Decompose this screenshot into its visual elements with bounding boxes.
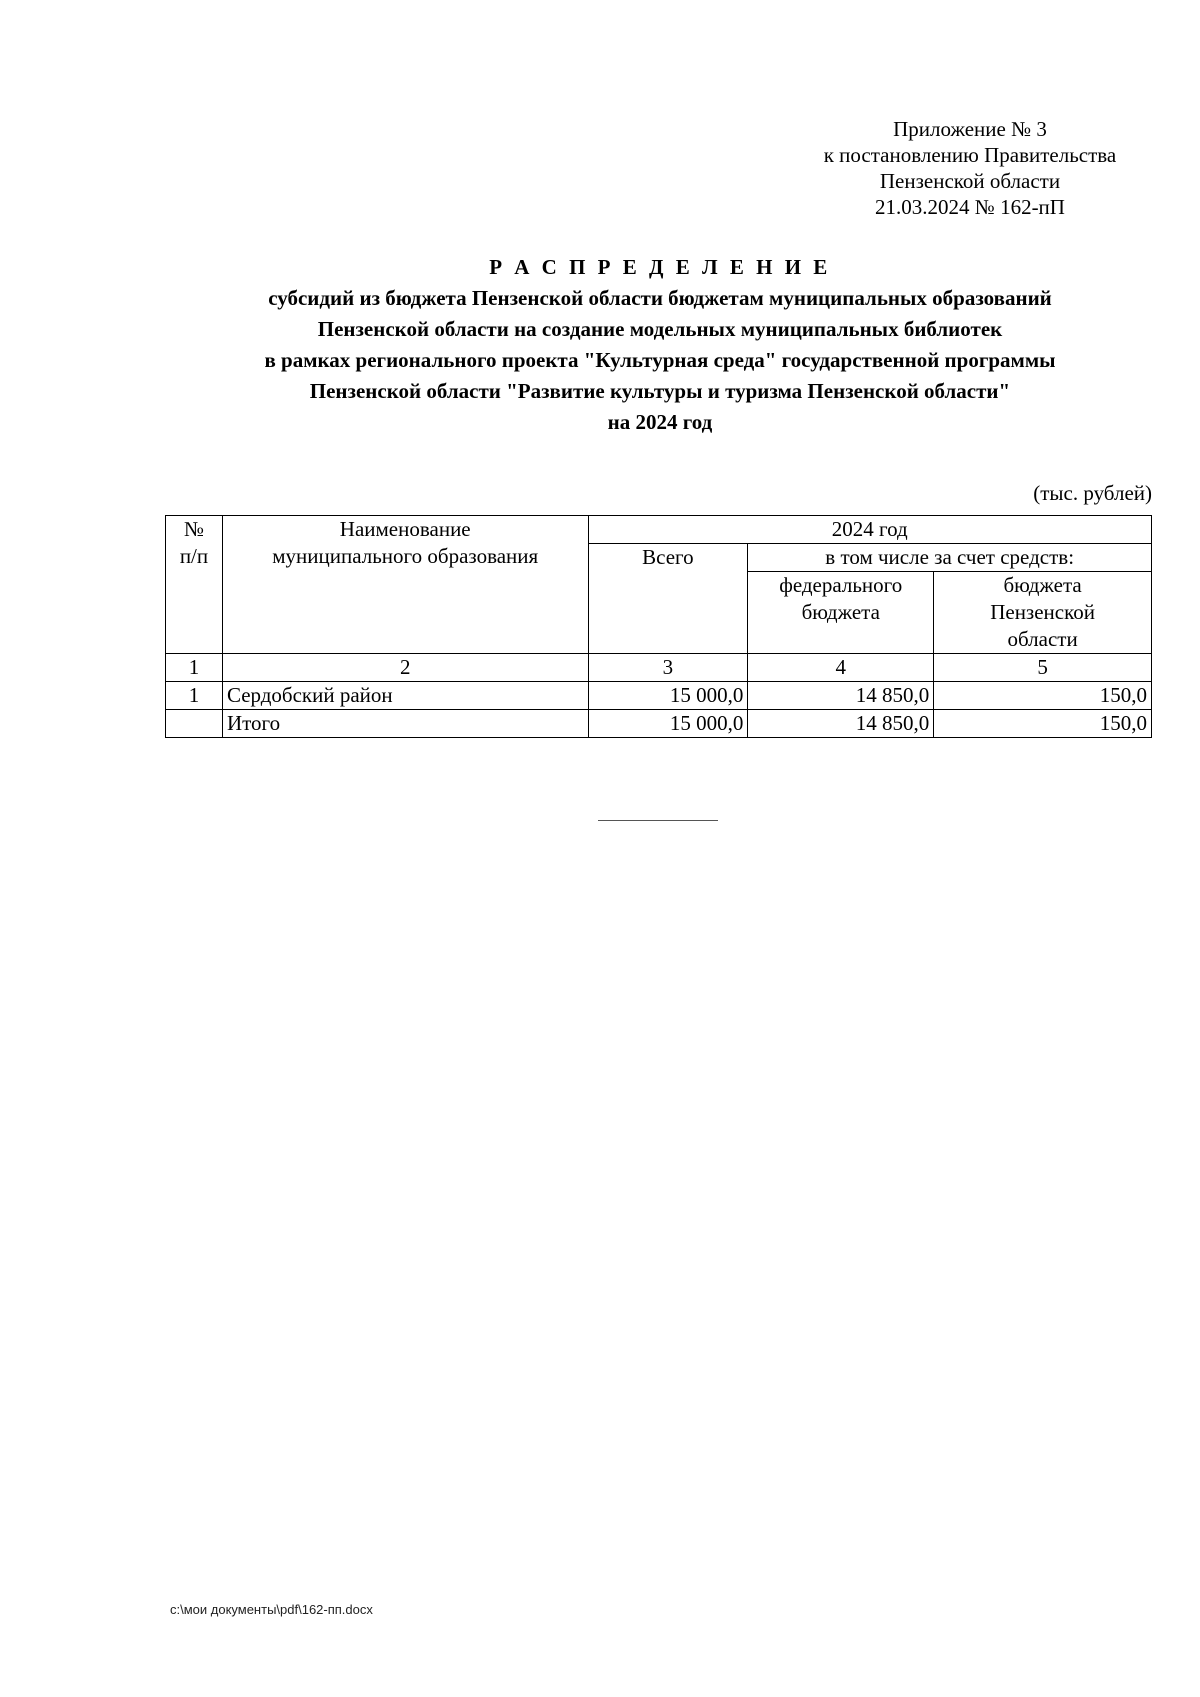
appendix-line: 21.03.2024 № 162-пП: [875, 195, 1065, 219]
header-regional-line: области: [1007, 627, 1078, 651]
appendix-line: Пензенской области: [879, 169, 1061, 193]
table-row-total: [166, 710, 1152, 738]
row-name: Сердобский район: [222, 682, 588, 710]
title-line: Пензенской области "Развитие культуры и туризма Пензенской области": [309, 379, 1011, 403]
document-title: [160, 252, 1160, 438]
header-year: 2024 год: [588, 516, 1151, 544]
column-number: 1: [166, 654, 223, 682]
header-num-line: п/п: [179, 544, 209, 568]
column-number: 5: [934, 654, 1152, 682]
row-total: 15 000,0: [588, 682, 748, 710]
file-path-footer: c:\мои документы\pdf\162-пп.docx: [170, 1602, 373, 1617]
header-name: [222, 516, 588, 654]
row-federal: 14 850,0: [748, 710, 934, 738]
header-name-line: Наименование: [339, 517, 471, 541]
header-regional-line: бюджета: [1003, 573, 1082, 597]
row-total: 15 000,0: [588, 710, 748, 738]
row-regional: 150,0: [934, 682, 1152, 710]
column-number-row: [166, 654, 1152, 682]
header-num-line: №: [183, 517, 204, 541]
row-federal: 14 850,0: [748, 682, 934, 710]
appendix-line: Приложение № 3: [893, 117, 1047, 141]
header-federal: [748, 572, 934, 654]
header-name-line: муниципального образования: [272, 544, 539, 568]
row-num: [166, 710, 223, 738]
header-num: [166, 516, 223, 654]
distribution-table: [165, 515, 1152, 738]
header-federal-line: федерального: [779, 573, 903, 597]
column-number: 4: [748, 654, 934, 682]
title-main: Р А С П Р Е Д Е Л Е Н И Е: [489, 255, 831, 279]
column-number: 2: [222, 654, 588, 682]
header-regional-line: Пензенской: [990, 600, 1095, 624]
appendix-header: [790, 116, 1150, 220]
title-line: в рамках регионального проекта "Культурная среда" государственной программы: [264, 348, 1056, 372]
row-name: Итого: [222, 710, 588, 738]
row-regional: 150,0: [934, 710, 1152, 738]
header-including: в том числе за счет средств:: [748, 544, 1152, 572]
header-total: Всего: [588, 544, 748, 654]
title-line: Пензенской области на создание модельных муниципальных библиотек: [317, 317, 1003, 341]
header-regional: [934, 572, 1152, 654]
row-num: 1: [166, 682, 223, 710]
column-number: 3: [588, 654, 748, 682]
title-line: на 2024 год: [607, 410, 713, 434]
table-header-row: [166, 516, 1152, 544]
units-label: (тыс. рублей): [1033, 481, 1152, 505]
table-row: [166, 682, 1152, 710]
appendix-line: к постановлению Правительства: [823, 143, 1117, 167]
header-federal-line: бюджета: [801, 600, 880, 624]
title-line: субсидий из бюджета Пензенской области бюджетам муниципальных образований: [268, 286, 1052, 310]
end-divider: [598, 820, 718, 821]
